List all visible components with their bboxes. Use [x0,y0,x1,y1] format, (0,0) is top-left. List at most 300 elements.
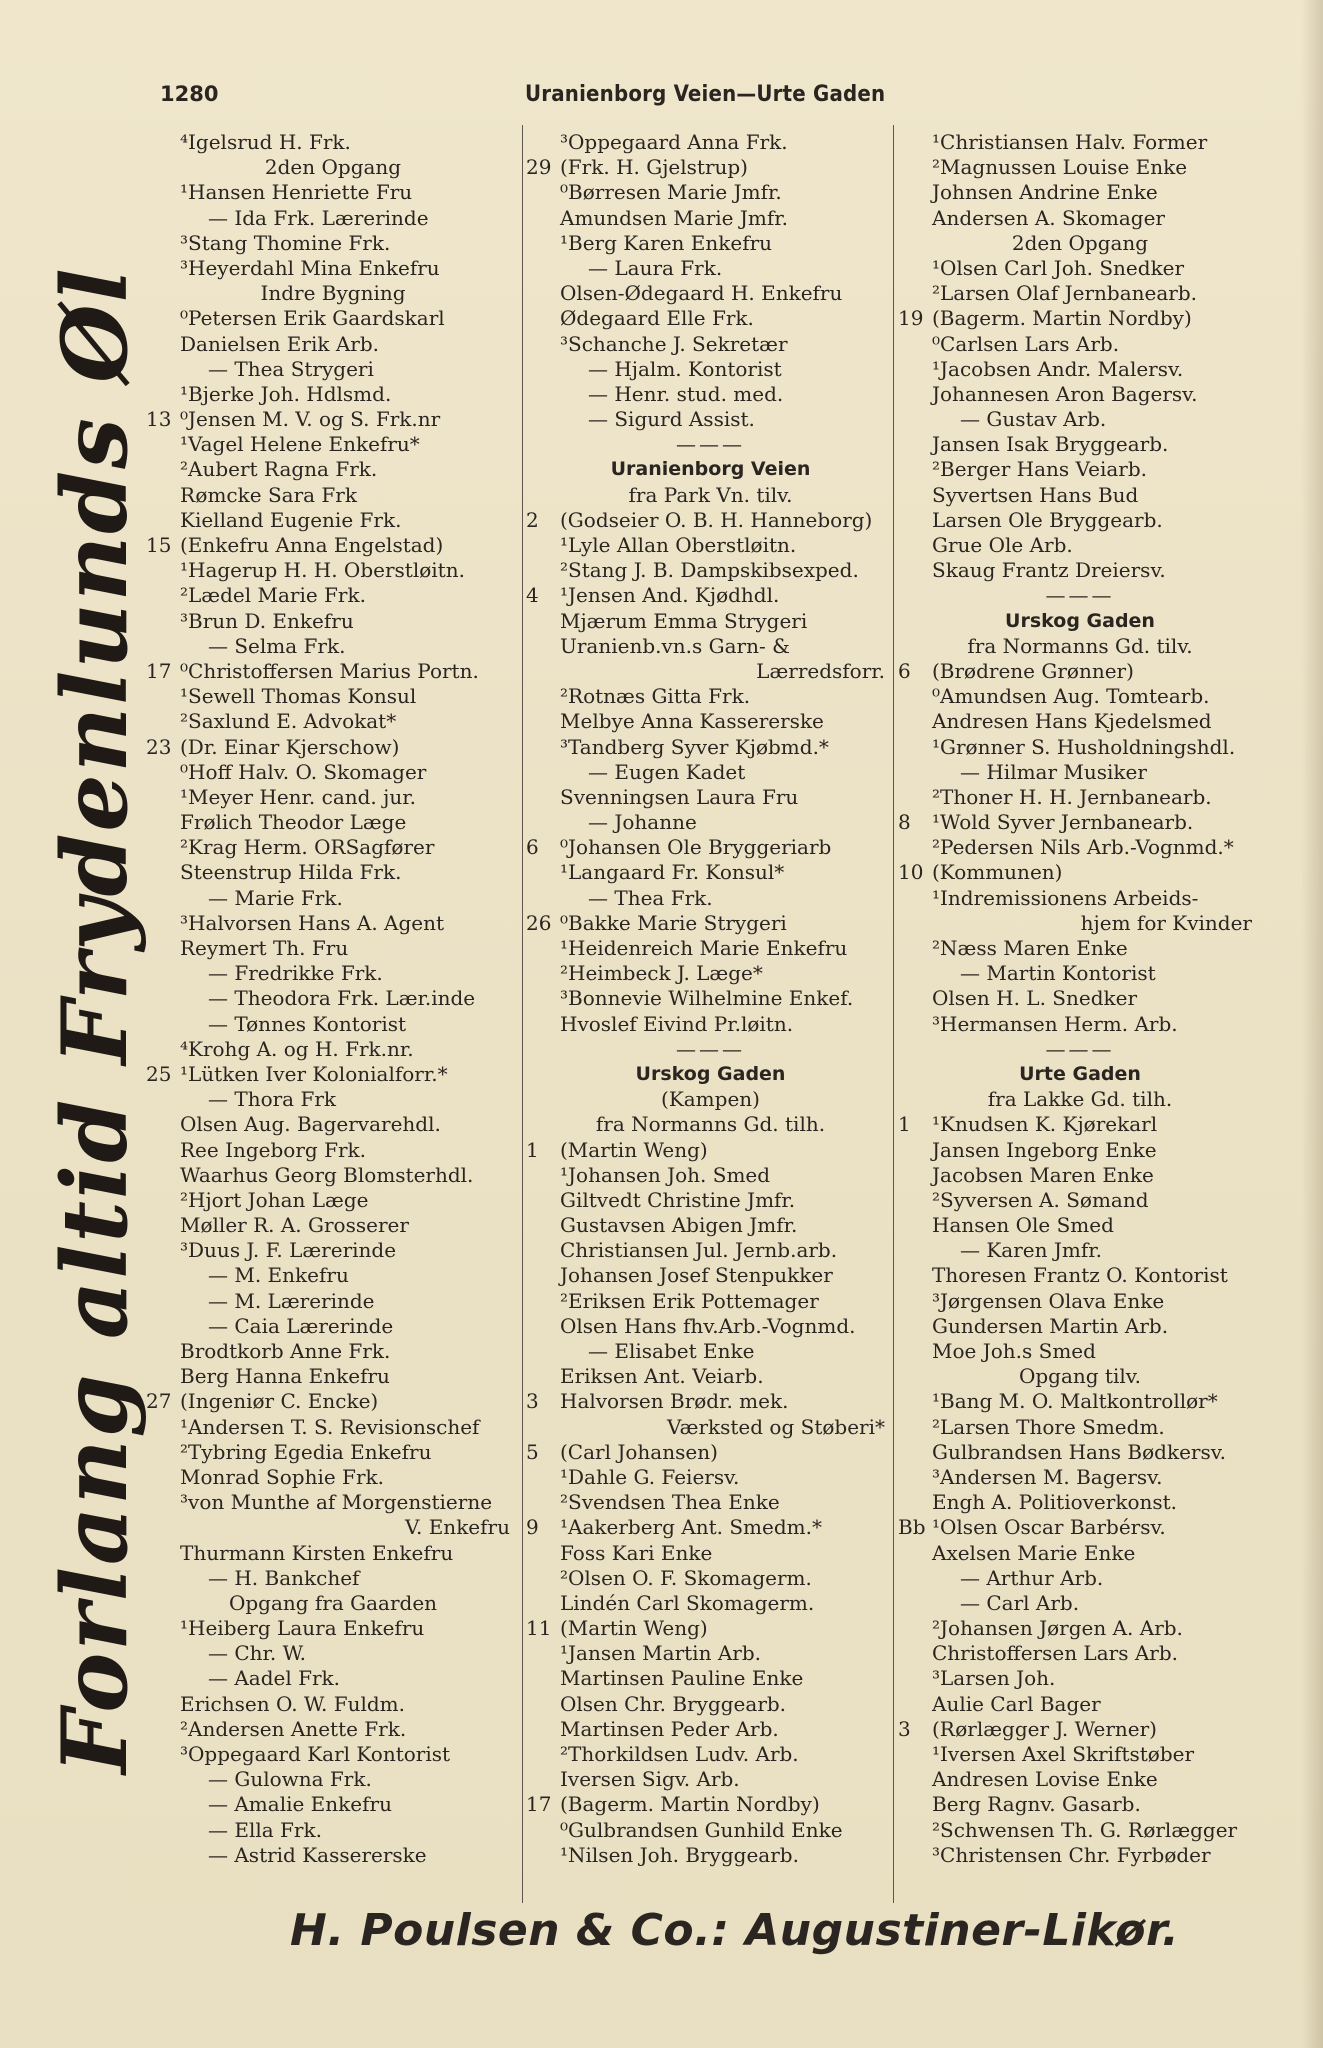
entry-text: — M. Lærerinde [208,1288,375,1313]
entry-text: — Johanne [588,810,697,835]
directory-line [900,1238,1260,1263]
entry-text: Indre Bygning [260,281,406,306]
directory-line [148,306,518,331]
directory-line [148,130,518,155]
entry-text: Møller R. A. Grosserer [180,1213,409,1238]
directory-line [528,407,893,432]
entry-text: fra Normanns Gd. tilv. [967,633,1193,658]
entry-text: — Thea Strygeri [208,356,374,381]
directory-line [148,1591,518,1616]
entry-text: ¹Wold Syver Jernbanearb. [932,810,1194,835]
directory-line [528,130,893,155]
house-number: 23 [146,734,172,759]
entry-text: Foss Kari Enke [560,1540,713,1565]
entry-text: ¹Sewell Thomas Konsul [180,684,417,709]
house-number: 3 [526,1389,539,1414]
directory-line [900,206,1260,231]
directory-line [148,281,518,306]
directory-line [148,1541,518,1566]
entry-text: Iversen Sigv. Arb. [560,1767,740,1792]
entry-text: Olsen Hans fhv.Arb.-Vognmd. [560,1313,856,1338]
entry-text: (Martin Weng) [560,1616,708,1641]
directory-line [900,1692,1260,1717]
directory-line [900,1666,1260,1691]
directory-line [900,936,1260,961]
directory-line [148,1138,518,1163]
directory-line [900,1767,1260,1792]
directory-line [528,155,893,180]
footer-advertisement: H. Poulsen & Co.: Augustiner-Likør. [290,1905,1180,1956]
house-number: 1 [526,1137,539,1162]
entry-text: Syvertsen Hans Bud [932,482,1139,507]
directory-line [528,281,893,306]
directory-line [148,1641,518,1666]
entry-text: ²Magnussen Louise Enke [932,155,1188,180]
directory-line [148,1213,518,1238]
entry-text: — Chr. W. [208,1641,307,1666]
entry-text: Steenstrup Hilda Frk. [180,860,402,885]
entry-text: ¹Nilsen Joh. Bryggearb. [560,1842,799,1867]
entry-text: ¹Grønner S. Husholdningshdl. [932,734,1236,759]
entry-text: Moe Joh.s Smed [932,1339,1096,1363]
directory-line [900,1818,1260,1843]
entry-text: ⁴Krohg A. og H. Frk.nr. [180,1036,414,1061]
entry-text: Ødegaard Elle Frk. [560,306,754,331]
entry-text: Hvoslef Eivind Pr.løitn. [560,1011,794,1036]
entry-text: Danielsen Erik Arb. [180,331,380,356]
directory-line [148,457,518,482]
entry-text: Axelsen Marie Enke [932,1540,1136,1565]
entry-text: ³Heyerdahl Mina Enkefru [180,255,440,280]
directory-line [148,1490,518,1515]
entry-text: Christiansen Jul. Jernb.arb. [560,1238,838,1263]
directory-line [148,785,518,810]
entry-text: Andresen Lovise Enke [932,1767,1158,1792]
entry-text: ³von Munthe af Morgenstierne [180,1490,493,1515]
entry-text: ³Duus J. F. Lærerinde [180,1238,397,1263]
entry-text: Grue Ole Arb. [932,533,1073,557]
directory-line [148,1389,518,1414]
entry-text: ¹Hansen Henriette Fru [180,180,413,205]
directory-line [148,332,518,357]
directory-line [528,583,893,608]
entry-text: — Gulowna Frk. [208,1767,372,1792]
directory-line [528,1213,893,1238]
entry-text: ³Bonnevie Wilhelmine Enkef. [560,986,854,1011]
directory-line [148,1339,518,1364]
directory-line [148,1238,518,1263]
directory-line [148,886,518,911]
entry-text: — Ida Frk. Lærerinde [208,205,429,230]
entry-text: — Amalie Enkefru [208,1792,392,1817]
directory-line [148,986,518,1011]
house-number: 15 [146,533,172,557]
directory-line [148,432,518,457]
entry-text: Jacobsen Maren Enke [932,1162,1154,1187]
entry-text: Giltvedt Christine Jmfr. [560,1187,796,1212]
directory-line [528,961,893,986]
entry-text: (Bagerm. Martin Nordby) [560,1792,820,1817]
entry-text: Kielland Eugenie Frk. [180,507,402,532]
directory-line [528,357,893,382]
entry-text: Værksted og Støberi* [667,1414,885,1439]
directory-line [528,1742,893,1767]
entry-text: ²Pedersen Nils Arb.-Vognmd.* [932,835,1234,860]
directory-line [148,961,518,986]
entry-text: — Arthur Arb. [960,1565,1104,1590]
directory-line [528,886,893,911]
entry-text: (Rørlægger J. Werner) [932,1716,1157,1741]
directory-line [900,1314,1260,1339]
entry-text: hjem for Kvinder [1080,910,1252,935]
directory-line [528,1415,893,1440]
directory-line [148,1843,518,1868]
directory-line [528,1591,893,1616]
directory-line [900,911,1260,936]
entry-text: ¹Olsen Carl Joh. Snedker [932,255,1185,280]
entry-text: ³Oppegaard Anna Frk. [560,130,788,154]
entry-text: ³Andersen M. Bagersv. [932,1464,1163,1489]
entry-text: ³Stang Thomine Frk. [180,230,391,255]
entry-text: 2den Opgang [1011,230,1149,255]
directory-line [528,1515,893,1540]
entry-text: Engh A. Politioverkonst. [932,1490,1178,1515]
directory-line [528,256,893,281]
entry-text: ²Syversen A. Sømand [932,1187,1149,1212]
directory-line [900,1263,1260,1288]
directory-line [900,231,1260,256]
entry-text: ¹Andersen T. S. Revisionschef [180,1414,480,1439]
entry-text: Uranienb.vn.s Garn- & [560,633,790,658]
entry-text: Thurmann Kirsten Enkefru [180,1540,454,1565]
directory-line [148,1364,518,1389]
directory-line [528,1792,893,1817]
entry-text: ¹Dahle G. Feiersv. [560,1464,740,1489]
directory-line [528,1717,893,1742]
entry-text: (Martin Weng) [560,1137,708,1162]
directory-line [900,1515,1260,1540]
directory-line [528,206,893,231]
directory-line [528,1087,893,1112]
house-number: Bb [898,1515,926,1540]
directory-line [148,508,518,533]
directory-line [148,1666,518,1691]
entry-text: ³Christensen Chr. Fyrbøder [932,1842,1211,1867]
directory-line [148,1289,518,1314]
entry-text: Svenningsen Laura Fru [560,784,799,809]
entry-text: ⁰Christoffersen Marius Portn. [180,658,479,683]
directory-line [148,709,518,734]
directory-line [148,382,518,407]
directory-line [900,357,1260,382]
entry-text: Erichsen O. W. Fuldm. [180,1691,405,1716]
entry-text: Thoresen Frantz O. Kontorist [932,1263,1228,1288]
entry-text: — Aadel Frk. [208,1666,341,1691]
house-number: 6 [526,835,539,860]
entry-text: Amundsen Marie Jmfr. [560,205,788,230]
entry-text: — Hilmar Musiker [960,759,1147,784]
side-advertisement-text: Forlang altid Frydenlunds Øl [42,266,148,1774]
directory-line [900,407,1260,432]
entry-text: ³Jørgensen Olava Enke [932,1288,1165,1313]
entry-text: ¹Lütken Iver Kolonialforr.* [180,1061,448,1086]
directory-line [528,1843,893,1868]
entry-text: ⁰Johansen Ole Bryggeriarb [560,835,832,860]
directory-line [148,155,518,180]
directory-line [900,659,1260,684]
directory-line [148,1440,518,1465]
directory-line [528,1818,893,1843]
directory-line [900,1339,1260,1364]
entry-text: Johnsen Andrine Enke [932,180,1158,205]
directory-line [900,1490,1260,1515]
directory-line [148,180,518,205]
entry-text: ²Berger Hans Veiarb. [932,457,1148,482]
entry-text: — M. Enkefru [208,1263,349,1288]
street-name: Urskog Gaden [635,1062,786,1085]
directory-line [900,1112,1260,1137]
directory-line [148,1163,518,1188]
directory-line [528,1389,893,1414]
directory-line [528,1692,893,1717]
directory-line [528,1566,893,1591]
street-heading [900,1062,1260,1087]
entry-text: Larsen Ole Bryggearb. [932,507,1163,532]
directory-line [528,936,893,961]
directory-line [900,1566,1260,1591]
entry-text: (Frk. H. Gjelstrup) [560,155,748,180]
entry-text: Lindén Carl Skomagerm. [560,1590,815,1615]
directory-line [148,533,518,558]
directory-line [528,1616,893,1641]
entry-text: ¹Meyer Henr. cand. jur. [180,784,416,809]
entry-text: Olsen-Ødegaard H. Enkefru [560,281,843,306]
directory-line [148,1465,518,1490]
entry-text: ¹Indremissionens Arbeids- [932,885,1199,910]
section-separator [528,432,893,457]
directory-line [148,760,518,785]
entry-text: — Tønnes Kontorist [208,1011,407,1036]
entry-text: ³Tandberg Syver Kjøbmd.* [560,734,829,759]
entry-text: ²Heimbeck J. Læge* [560,961,763,986]
directory-line [900,886,1260,911]
directory-line [528,785,893,810]
directory-line [900,1717,1260,1742]
entry-text: — Caia Lærerinde [208,1313,394,1338]
directory-line [900,306,1260,331]
directory-line [900,1591,1260,1616]
entry-text: (Carl Johansen) [560,1439,718,1464]
directory-line [148,1263,518,1288]
directory-line [148,810,518,835]
section-separator [900,583,1260,608]
directory-line [900,1289,1260,1314]
directory-line [900,1843,1260,1868]
column-2 [528,130,893,1900]
directory-line [900,382,1260,407]
directory-line [148,1742,518,1767]
directory-line [900,634,1260,659]
directory-line [528,1289,893,1314]
entry-text: ²Larsen Olaf Jernbanearb. [932,281,1197,306]
directory-line [528,1188,893,1213]
directory-line [148,735,518,760]
entry-text: ¹Jacobsen Andr. Malersv. [932,356,1184,381]
house-number: 29 [526,155,552,180]
directory-line [900,1465,1260,1490]
directory-line [528,231,893,256]
directory-line [528,634,893,659]
street-name: Uranienborg Veien [610,458,811,481]
house-number: 26 [526,910,552,935]
directory-line [148,1792,518,1817]
entry-text: — Hjalm. Kontorist [588,356,782,381]
entry-text: Opgang fra Gaarden [228,1590,438,1615]
entry-text: ¹Heiberg Laura Enkefru [180,1616,425,1641]
directory-line [900,1188,1260,1213]
directory-line [148,1717,518,1742]
house-number: 6 [898,658,911,683]
entry-text: (Kampen) [661,1087,760,1112]
directory-line [900,1389,1260,1414]
entry-text: Eriksen Ant. Veiarb. [560,1364,764,1389]
entry-text: (Ingeniør C. Encke) [180,1389,379,1414]
entry-text: Martinsen Peder Arb. [560,1716,779,1741]
directory-line [148,1415,518,1440]
entry-text: ¹Bjerke Joh. Hdlsmd. [180,381,392,406]
directory-line [528,508,893,533]
entry-text: — Laura Frk. [588,255,723,280]
directory-line [148,1818,518,1843]
directory-line [148,1037,518,1062]
directory-line [528,1263,893,1288]
directory-line [900,1792,1260,1817]
directory-line [900,558,1260,583]
entry-text: ⁴Igelsrud H. Frk. [180,130,351,154]
entry-text: — Gustav Arb. [960,407,1107,432]
entry-text: ²Saxlund E. Advokat* [180,709,397,734]
entry-text: ³Schanche J. Sekretær [560,331,788,356]
entry-text: ¹Olsen Oscar Barbérsv. [932,1515,1166,1540]
directory-line [900,684,1260,709]
entry-text: Ree Ingeborg Frk. [180,1137,366,1162]
entry-text: Christoffersen Lars Arb. [932,1641,1178,1666]
entry-text: ²Svendsen Thea Enke [560,1490,780,1515]
entry-text: ²Lædel Marie Frk. [180,583,366,608]
directory-line [900,155,1260,180]
entry-text: Gundersen Martin Arb. [932,1313,1169,1338]
entry-text: ¹Knudsen K. Kjørekarl [932,1112,1158,1137]
entry-text: Olsen Aug. Bagervarehdl. [180,1112,441,1137]
directory-line [528,1364,893,1389]
directory-line [528,760,893,785]
directory-line [900,432,1260,457]
directory-line [148,659,518,684]
entry-text: ⁰Bakke Marie Strygeri [560,910,787,935]
entry-text: ⁰Gulbrandsen Gunhild Enke [560,1817,843,1842]
entry-text: Monrad Sophie Frk. [180,1464,384,1489]
entry-text: ²Næss Maren Enke [932,936,1128,960]
directory-line [900,533,1260,558]
directory-line [148,835,518,860]
directory-line [148,634,518,659]
directory-line [900,760,1260,785]
directory-line [528,558,893,583]
entry-text: ⁰Carlsen Lars Arb. [932,331,1120,356]
directory-line [528,1465,893,1490]
directory-line [900,130,1260,155]
entry-text: Olsen Chr. Bryggearb. [560,1691,787,1716]
entry-text: (Enkefru Anna Engelstad) [180,533,444,557]
entry-text: ²Rotnæs Gitta Frk. [560,684,751,709]
directory-line [900,1742,1260,1767]
entry-text: — Thea Frk. [588,885,713,910]
directory-line [900,1541,1260,1566]
entry-text: Andresen Hans Kjedelsmed [932,709,1212,734]
directory-line [528,735,893,760]
directory-line [900,735,1260,760]
column-1 [148,130,518,1900]
entry-text: Rømcke Sara Frk [180,482,357,507]
directory-line [528,1163,893,1188]
entry-text: (Godseier O. B. H. Hanneborg) [560,507,873,532]
entry-text: (Brødrene Grønner) [932,658,1134,683]
directory-line [148,1012,518,1037]
directory-line [148,1692,518,1717]
directory-line [900,986,1260,1011]
entry-text: — Fredrikke Frk. [208,961,383,986]
directory-line [900,1012,1260,1037]
directory-line [148,1314,518,1339]
entry-text: ²Thoner H. H. Jernbanearb. [932,784,1212,809]
entry-text: Frølich Theodor Læge [180,810,407,835]
directory-line [900,332,1260,357]
house-number: 2 [526,507,539,532]
directory-line [148,1515,518,1540]
directory-line [148,231,518,256]
directory-line [528,180,893,205]
entry-text: ¹Christiansen Halv. Former [932,130,1208,154]
entry-text: — Karen Jmfr. [960,1238,1102,1263]
directory-line [148,483,518,508]
entry-text: fra Lakke Gd. tilh. [987,1087,1173,1112]
entry-text: Brodtkorb Anne Frk. [180,1339,391,1363]
entry-text: ¹Lyle Allan Oberstløitn. [560,533,797,557]
entry-text: — Sigurd Assist. [588,407,755,432]
directory-line [148,1188,518,1213]
entry-text: — Elisabet Enke [588,1339,755,1363]
house-number: 8 [898,810,911,835]
entry-text: ³Halvorsen Hans A. Agent [180,910,445,935]
directory-line [528,860,893,885]
entry-text: ²Stang J. B. Dampskibsexped. [560,558,859,583]
entry-text: ²Krag Herm. ORSagfører [180,835,435,860]
directory-line [900,1641,1260,1666]
directory-line [900,483,1260,508]
page-number: 1280 [160,82,219,106]
entry-text: ⁰Amundsen Aug. Tomtearb. [932,684,1210,709]
entry-text: — Martin Kontorist [960,961,1156,986]
directory-line [528,986,893,1011]
entry-text: ¹Bang M. O. Maltkontrollør* [932,1389,1218,1414]
directory-line [528,1666,893,1691]
entry-text: ¹Berg Karen Enkefru [560,230,773,255]
entry-text: ¹Heidenreich Marie Enkefru [560,936,848,960]
entry-text: ³Brun D. Enkefru [180,608,354,633]
directory-line [148,206,518,231]
directory-line [900,457,1260,482]
directory-line [528,1767,893,1792]
